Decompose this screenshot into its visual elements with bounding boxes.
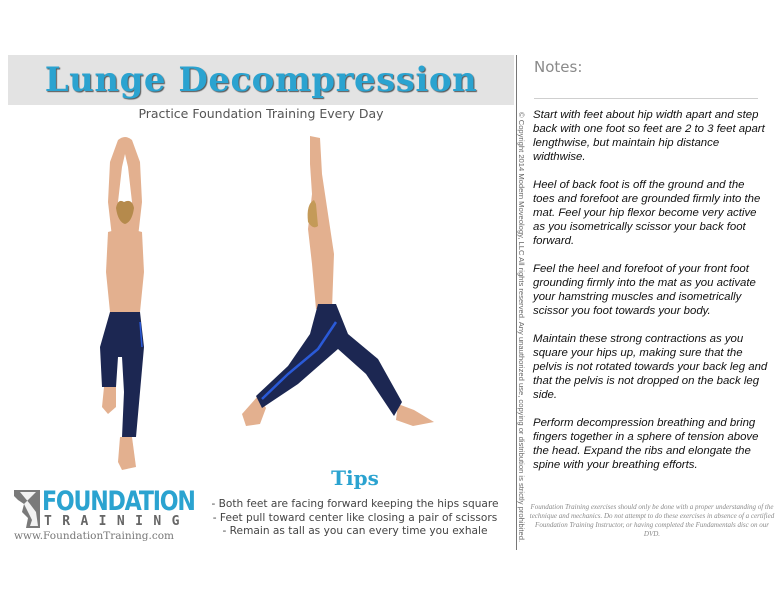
tip-item: - Feet pull toward center like closing a pair of scissors [212, 511, 498, 524]
note-paragraph: Maintain these strong contractions as you square your hips up, making sure that the pelvis is not rotated towards your back leg and that the pelvis is not dropped on the back leg side. [533, 333, 768, 401]
note-paragraph: Feel the heel and forefoot of your front foot grounding firmly into the mat as you activate your hamstring muscles and isometrically scissor you foot towards your body. [533, 263, 756, 317]
note-paragraph: Start with feet about hip width apart and step back with one foot so feet are 2 to 3 feet apart lengthwise, but maintain hip distance widthwise. [533, 109, 765, 163]
tips-title: Tips [331, 466, 379, 490]
copyright-text: © Copyright 2014 Modern Moveology, LLC All rights reserved. Any unauthorized use, copying or distribution is strictly prohibited. [517, 112, 526, 543]
tip-item: - Remain as tall as you can every time you exhale [222, 525, 488, 537]
front-view-figure [80, 132, 170, 474]
logo-word-training: TRAINING [44, 514, 190, 529]
logo-word-foundation: FOUNDATION [42, 486, 195, 517]
disclaimer: Foundation Training exercises should only be done with a proper understanding of the technique and mechanics. Do not attempt to do these exercises in absence of a certified Foundation Training Instructor, or having completed the Fundamentals disc on our DVD. [529, 503, 775, 538]
notes-divider [534, 98, 758, 99]
notes-body [533, 108, 769, 486]
notes-title: Notes: [534, 58, 583, 76]
page-subtitle: Practice Foundation Training Every Day [138, 106, 384, 121]
tip-item: - Both feet are facing forward keeping the hips square [211, 498, 499, 510]
copyright-notice [515, 112, 527, 552]
website-link[interactable]: www.FoundationTraining.com [14, 530, 174, 542]
page-title: Lunge Decompression [44, 60, 478, 100]
note-paragraph: Perform decompression breathing and bring fingers together in a sphere of tension above the head. Expand the ribs and elongate the spine with your breathing efforts. [533, 417, 759, 471]
figure-silhouette-icon [14, 490, 42, 530]
tips-list [205, 498, 505, 539]
side-view-figure [238, 134, 438, 434]
note-paragraph: Heel of back foot is off the ground and the toes and forefoot are grounded firmly into the mat. Feel your hip flexor become very active as you isometrically scissor your back foot forward. [533, 179, 761, 247]
foundation-training-logo [14, 486, 195, 546]
